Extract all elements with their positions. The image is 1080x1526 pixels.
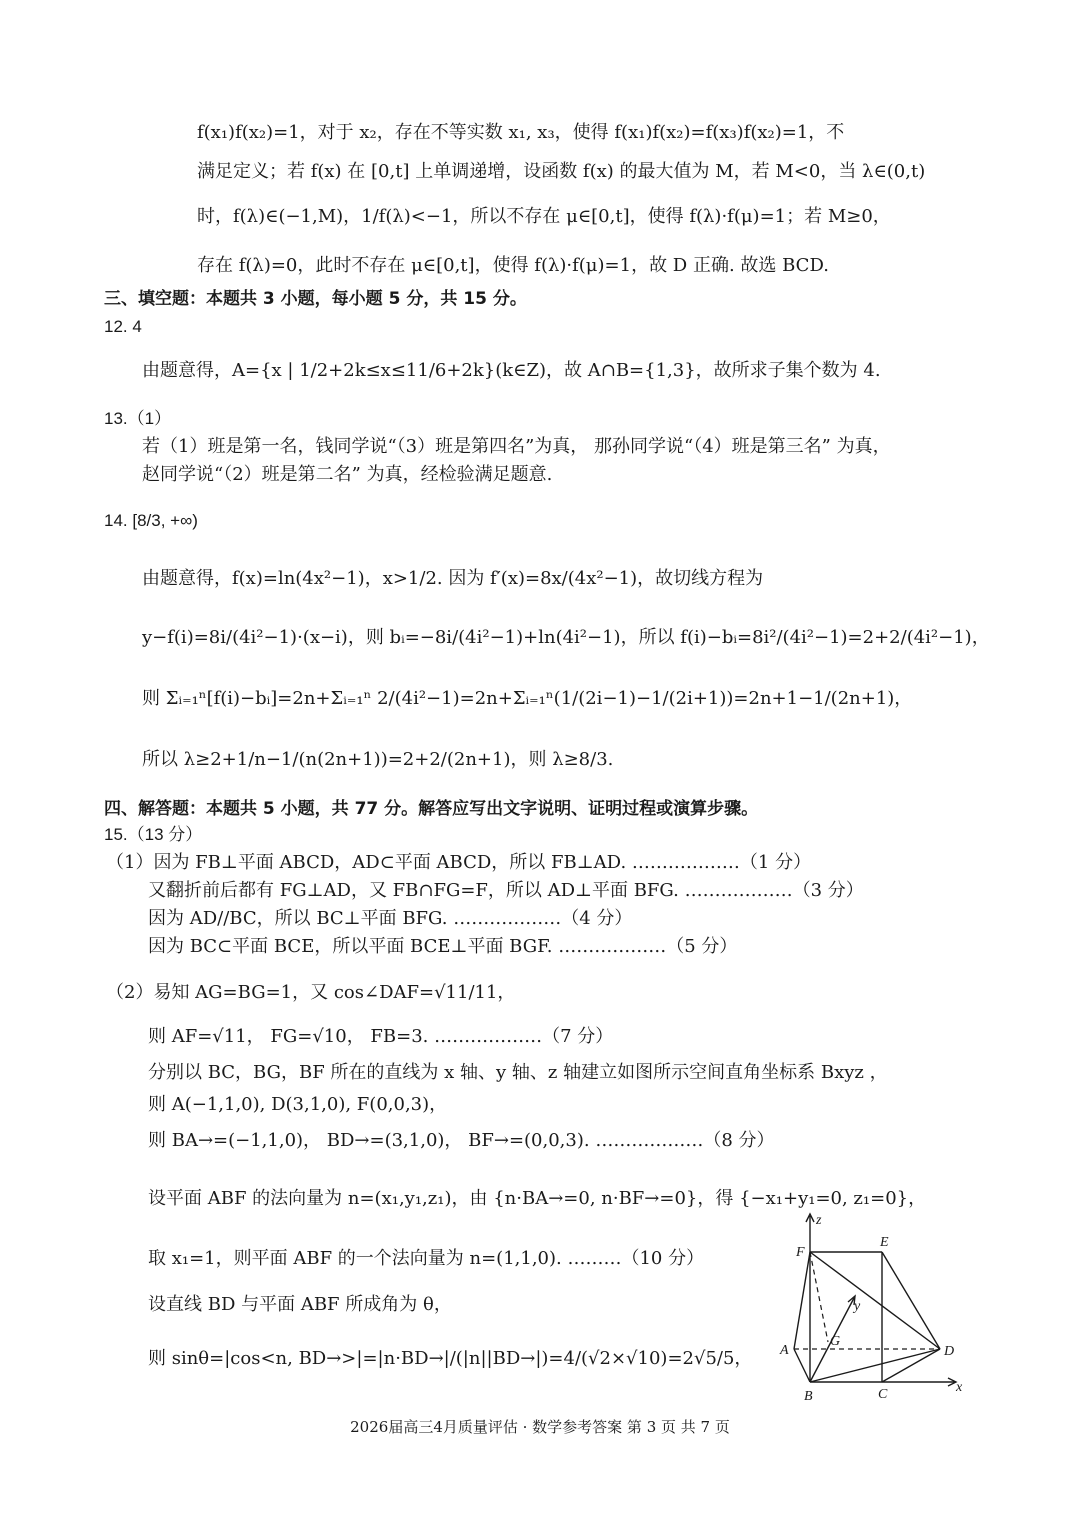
edge-FA (794, 1252, 810, 1349)
text-line: （2）易知 AG=BG=1，又 cos∠DAF=√11/11， (106, 982, 516, 1003)
text-line: 因为 BC⊂平面 BCE，所以平面 BCE⊥平面 BGF. ………………（5 分） (148, 936, 738, 957)
text-line: 满足定义；若 f(x) 在 [0,t] 上单调递增，设函数 f(x) 的最大值为 M，若 M<0，当 λ∈(0,t) (197, 161, 926, 182)
question-number: 15.（13 分） (104, 825, 203, 844)
figure-label: D (944, 1344, 955, 1359)
text-line: 存在 f(λ)=0，此时不存在 μ∈[0,t]，使得 f(λ)·f(μ)=1，故 D 正确. 故选 BCD. (197, 255, 829, 276)
question-number: 13.（1） (104, 409, 172, 428)
section-heading: 三、填空题：本题共 3 小题，每小题 5 分，共 15 分。 (104, 289, 527, 309)
edge-AB (794, 1349, 810, 1382)
text-line: 分别以 BC，BG，BF 所在的直线为 x 轴、y 轴、z 轴建立如图所示空间直角坐标系 Bxyz ， (148, 1062, 888, 1083)
edge-BD (810, 1349, 940, 1382)
geometry-figure (770, 1206, 980, 1406)
text-line: 又翻折前后都有 FG⊥AD，又 FB∩FG=F，所以 AD⊥平面 BFG. ………………（3 分） (148, 880, 864, 901)
text-line: 所以 λ≥2+1/n−1/(n(2n+1))=2+2/(2n+1)，则 λ≥8/3. (142, 749, 614, 770)
text-line: 若（1）班是第一名，钱同学说“（3）班是第四名”为真， 那孙同学说“（4）班是第三名” 为真， (142, 436, 891, 457)
figure-label: z (816, 1213, 822, 1228)
text-line: 则 sinθ=|cos<n, BD→>|=|n·BD→|/(|n||BD→|)=4/(√2×√10)=2√5/5， (148, 1348, 753, 1369)
text-line: 由题意得，A={x | 1/2+2k≤x≤11/6+2k}(k∈Z)，故 A∩B={1,3}，故所求子集个数为 4. (142, 360, 881, 381)
figure-label: x (956, 1380, 963, 1395)
figure-label: E (880, 1235, 889, 1250)
text-line: f(x₁)f(x₂)=1，对于 x₂，存在不等实数 x₁, x₃，使得 f(x₁)f(x₂)=f(x₃)f(x₂)=1，不 (197, 122, 845, 143)
page-footer: 2026届高三4月质量评估 · 数学参考答案 第 3 页 共 7 页 (350, 1418, 730, 1436)
edge-CD (882, 1349, 940, 1382)
figure-label: A (780, 1343, 789, 1358)
text-line: 时，f(λ)∈(−1,M)，1/f(λ)<−1，所以不存在 μ∈[0,t]，使得 f(λ)·f(μ)=1；若 M≥0， (197, 206, 891, 227)
text-line: y−f(i)=8i/(4i²−1)·(x−i)，则 bᵢ=−8i/(4i²−1)+ln(4i²−1)，所以 f(i)−bᵢ=8i²/(4i²−1)=2+2/(4i²−1)， (142, 627, 990, 648)
text-line: 则 AF=√11， FG=√10， FB=3. ………………（7 分） (148, 1026, 614, 1047)
section-heading: 四、解答题：本题共 5 小题，共 77 分。解答应写出文字说明、证明过程或演算步骤。 (104, 799, 759, 819)
edge-ED (882, 1252, 940, 1349)
text-line: 则 Σᵢ₌₁ⁿ[f(i)−bᵢ]=2n+Σᵢ₌₁ⁿ 2/(4i²−1)=2n+Σᵢ₌₁ⁿ(1/(2i−1)−1/(2i+1))=2n+1−1/(2n+1)， (142, 688, 913, 709)
figure-label: y (854, 1299, 861, 1314)
text-line: 赵同学说“（2）班是第二名” 为真，经检验满足题意. (142, 464, 553, 485)
figure-label: B (804, 1389, 813, 1404)
text-line: 则 A(−1,1,0), D(3,1,0), F(0,0,3)， (148, 1094, 448, 1115)
figure-label: C (878, 1387, 888, 1402)
text-line: 则 BA→=(−1,1,0)， BD→=(3,1,0)， BF→=(0,0,3). ………………（8 分） (148, 1130, 775, 1151)
figure-label: G (830, 1334, 841, 1349)
text-line: 设平面 ABF 的法向量为 n=(x₁,y₁,z₁)，由 {n·BA→=0, n·BF→=0}，得 {−x₁+y₁=0, z₁=0}， (148, 1188, 927, 1209)
segment-FG-hidden (810, 1252, 828, 1342)
question-number: 14. [8/3, +∞) (104, 511, 198, 530)
question-number: 12. 4 (104, 317, 142, 336)
text-line: 因为 AD//BC，所以 BC⊥平面 BFG. ………………（4 分） (148, 908, 633, 929)
text-line: （1）因为 FB⊥平面 ABCD，AD⊂平面 ABCD，所以 FB⊥AD. ………………（1 分） (106, 852, 812, 873)
text-line: 由题意得，f(x)=ln(4x²−1)，x>1/2. 因为 f′(x)=8x/(4x²−1)，故切线方程为 (142, 568, 764, 589)
text-line: 取 x₁=1，则平面 ABF 的一个法向量为 n=(1,1,0). ………（10 分） (148, 1248, 705, 1269)
text-line: 设直线 BD 与平面 ABF 所成角为 θ， (148, 1294, 452, 1315)
figure-label: F (796, 1245, 805, 1260)
